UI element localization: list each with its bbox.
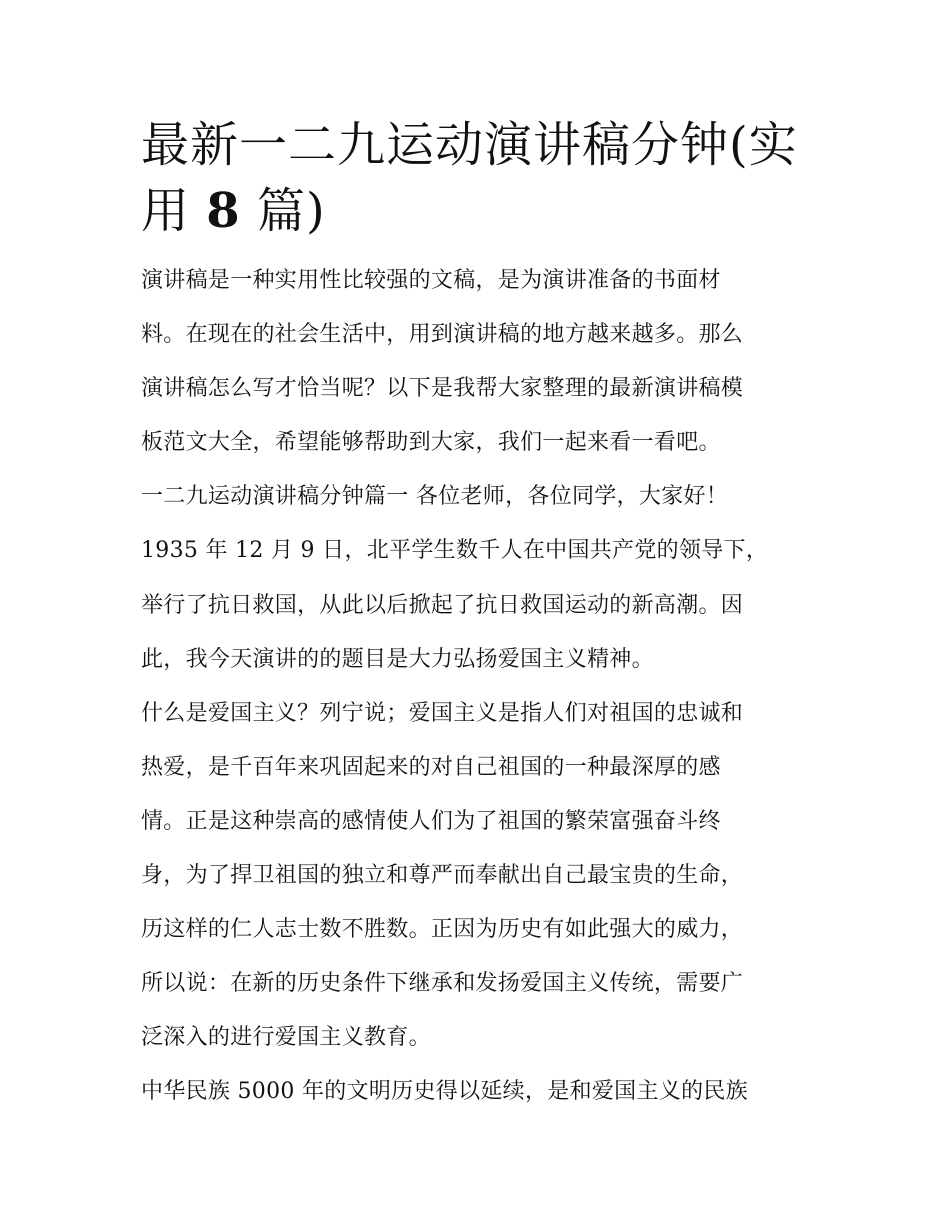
title-line-2-prefix: 用 bbox=[141, 183, 191, 239]
body-line-5: 一二九运动演讲稿分钟篇一 各位老师，各位同学，大家好！ bbox=[141, 484, 729, 510]
body-line-10: 热爱，是千百年来巩固起来的对自己祖国的一种最深厚的感 bbox=[141, 754, 721, 780]
title-line-1: 最新一二九运动演讲稿分钟(实 bbox=[141, 117, 798, 173]
body-line-12: 身，为了捍卫祖国的独立和尊严而奉献出自己最宝贵的生命， bbox=[141, 863, 744, 889]
body-line-6: 1935 年 12 月 9 日，北平学生数千人在中国共产党的领导下， bbox=[141, 538, 769, 564]
body-line-9: 什么是爱国主义？列宁说；爱国主义是指人们对祖国的忠诚和 bbox=[141, 700, 744, 726]
body-line-16: 中华民族 5000 年的文明历史得以延续，是和爱国主义的民族 bbox=[141, 1079, 748, 1105]
body-line-4: 板范文大全，希望能够帮助到大家，我们一起来看一看吧。 bbox=[141, 430, 721, 456]
document-content bbox=[141, 112, 813, 1132]
body-line-2: 料。在现在的社会生活中，用到演讲稿的地方越来越多。那么 bbox=[141, 322, 744, 348]
body-line-8: 此，我今天演讲的的题目是大力弘扬爱国主义精神。 bbox=[141, 646, 654, 672]
body-line-1: 演讲稿是一种实用性比较强的文稿，是为演讲准备的书面材 bbox=[141, 268, 721, 293]
title-line-2-number: 8 bbox=[206, 183, 241, 239]
body-line-15: 泛深入的进行爱国主义教育。 bbox=[141, 1025, 431, 1051]
body-line-14: 所以说：在新的历史条件下继承和发扬爱国主义传统，需要广 bbox=[141, 971, 744, 997]
body-line-7: 举行了抗日救国，从此以后掀起了抗日救国运动的新高潮。因 bbox=[141, 592, 744, 618]
body-line-13: 历这样的仁人志士数不胜数。正因为历史有如此强大的威力， bbox=[141, 917, 744, 943]
title-line-2-suffix: 篇) bbox=[256, 183, 326, 239]
body-line-11: 情。正是这种崇高的感情使人们为了祖国的繁荣富强奋斗终 bbox=[141, 808, 721, 834]
document-body bbox=[141, 266, 813, 1107]
document-title bbox=[141, 112, 813, 244]
body-line-3: 演讲稿怎么写才恰当呢？以下是我帮大家整理的最新演讲稿模 bbox=[141, 376, 744, 402]
